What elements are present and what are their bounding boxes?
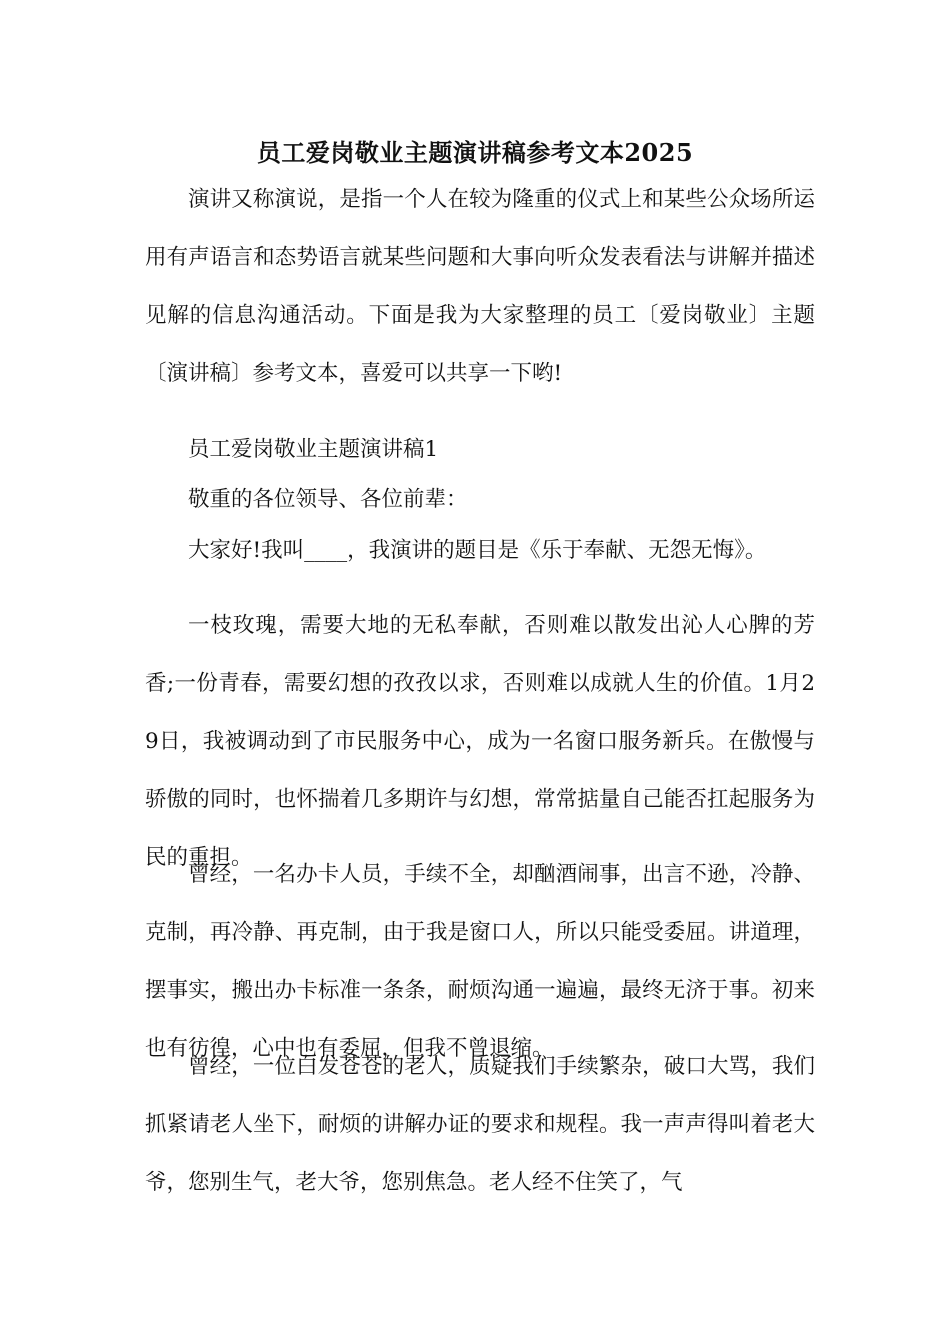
speech-subtitle: 员工爱岗敬业主题演讲稿1 xyxy=(188,437,439,462)
document-title: 员工爱岗敬业主题演讲稿参考文本2025 xyxy=(256,138,694,167)
intro-paragraph: 演讲又称演说，是指一个人在较为隆重的仪式上和某些公众场所运用有声语言和态势语言就某些问题和大事向听众发表看法与讲解并描述见解的信息沟通活动。下面是我为大家整理的员工〔爱岗敬业〕主题〔演讲稿〕参考文本，喜爱可以共享一下哟! xyxy=(145,187,815,386)
self-introduction-line: 大家好!我叫____，我演讲的题目是《乐于奉献、无怨无悔》。 xyxy=(188,538,767,563)
body-paragraph: 曾经，一名办卡人员，手续不全，却酗酒闹事，出言不逊，冷静、克制，再冷静、再克制，由于我是窗口人，所以只能受委屈。讲道理，摆事实，搬出办卡标准一条条，耐烦沟通一遍遍，最终无济于事。初来也有彷徨，心中也有委屈，但我不曾退缩。 xyxy=(145,862,815,1061)
greeting-line: 敬重的各位领导、各位前辈： xyxy=(188,487,468,512)
body-paragraph: 曾经，一位白发苍苍的老人，质疑我们手续繁杂，破口大骂，我们抓紧请老人坐下，耐烦的讲解办证的要求和规程。我一声声得叫着老大爷，您别生气，老大爷，您别焦急。老人经不住笑了，气 xyxy=(145,1054,815,1195)
body-paragraph: 一枝玫瑰，需要大地的无私奉献，否则难以散发出沁人心脾的芳香;一份青春，需要幻想的孜孜以求，否则难以成就人生的价值。1月29日，我被调动到了市民服务中心，成为一名窗口服务新兵。在傲慢与骄傲的同时，也怀揣着几多期许与幻想，常常掂量自己能否扛起服务为民的重担。 xyxy=(145,613,815,870)
